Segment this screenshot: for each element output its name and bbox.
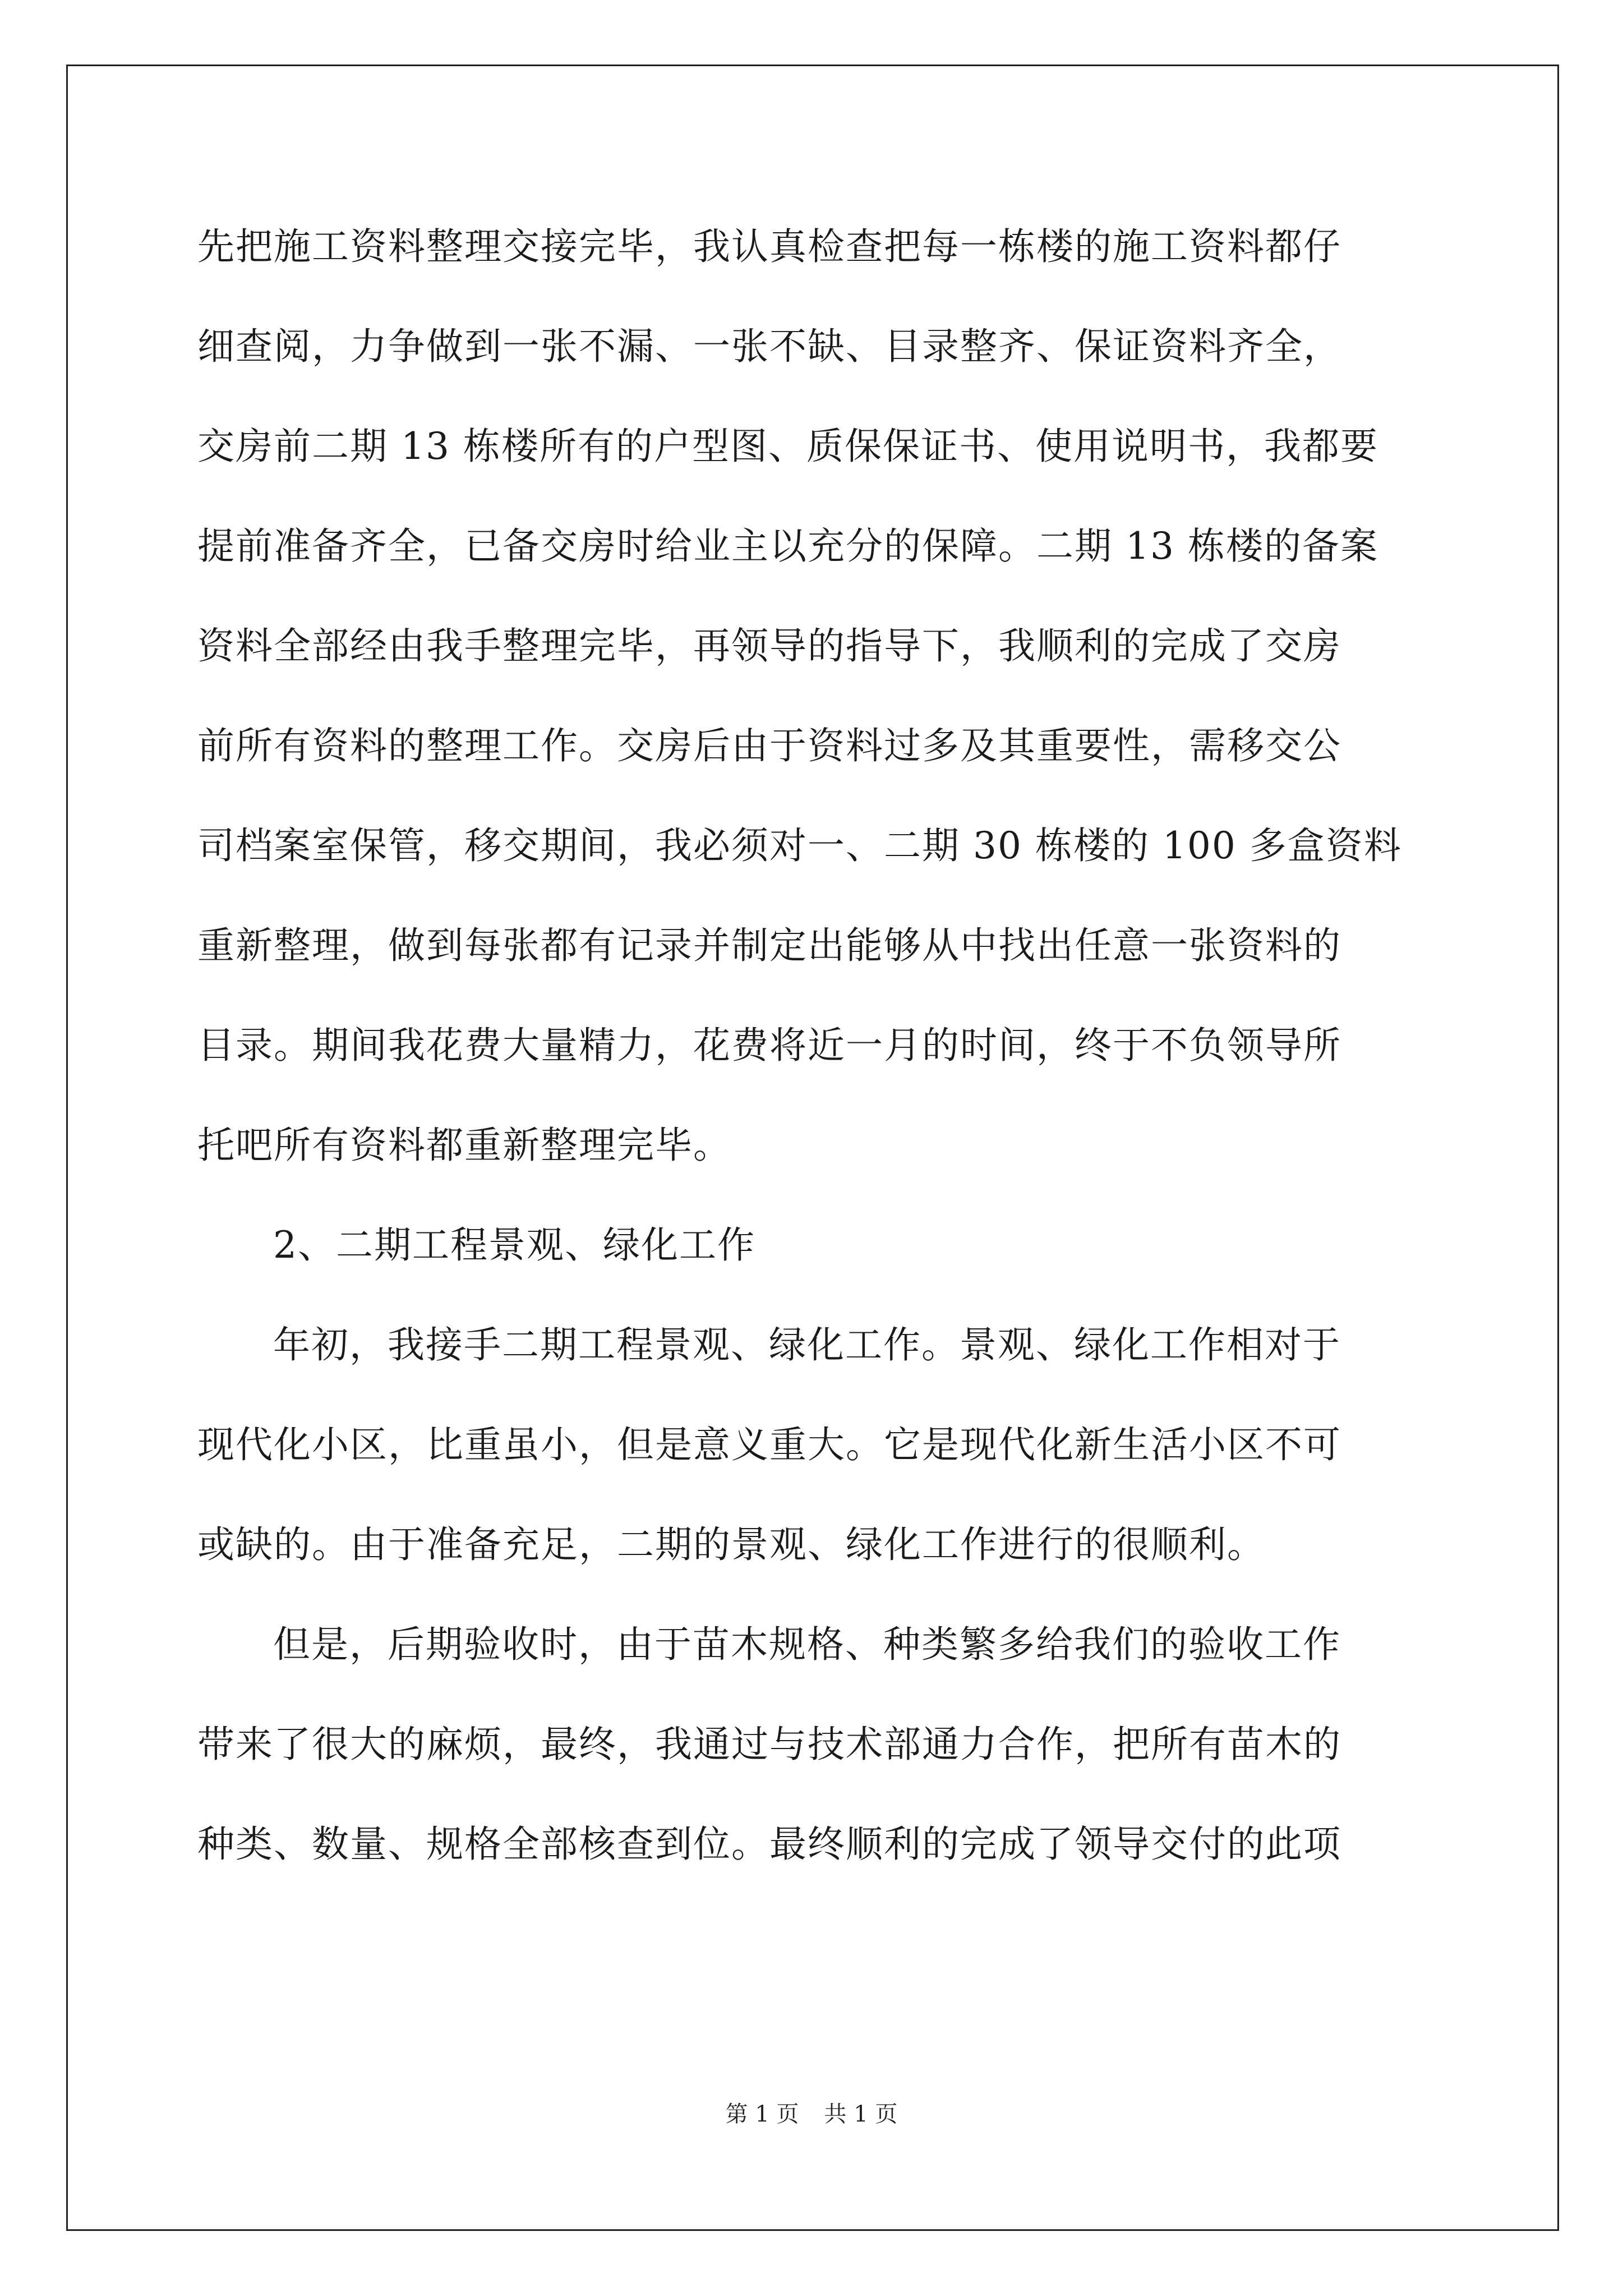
- text-line: 交房前二期 13 栋楼所有的户型图、质保保证书、使用说明书，我都要: [197, 425, 1378, 468]
- text-line: 或缺的。由于准备充足，二期的景观、绿化工作进行的很顺利。: [197, 1523, 1265, 1566]
- paragraph-first-line: 年初，我接手二期工程景观、绿化工作。景观、绿化工作相对于: [273, 1323, 1341, 1366]
- document-body: [197, 219, 1431, 1916]
- page-number: 第 1 页: [725, 2101, 799, 2127]
- text-line: 托吧所有资料都重新整理完毕。: [197, 1124, 731, 1167]
- page-footer: [0, 2100, 1623, 2128]
- text-line: 资料全部经由我手整理完毕，再领导的指导下，我顺利的完成了交房: [197, 624, 1341, 668]
- text-line: 目录。期间我花费大量精力，花费将近一月的时间，终于不负领导所: [197, 1024, 1341, 1067]
- text-line: 种类、数量、规格全部核查到位。最终顺利的完成了领导交付的此项: [197, 1823, 1341, 1866]
- text-line: 先把施工资料整理交接完毕，我认真检查把每一栋楼的施工资料都仔: [197, 225, 1341, 268]
- paragraph-first-line: 但是，后期验收时，由于苗木规格、种类繁多给我们的验收工作: [273, 1623, 1341, 1666]
- section-heading: 2、二期工程景观、绿化工作: [273, 1223, 755, 1267]
- text-line: 司档案室保管，移交期间，我必须对一、二期 30 栋楼的 100 多盒资料: [197, 824, 1402, 867]
- text-line: 重新整理，做到每张都有记录并制定出能够从中找出任意一张资料的: [197, 924, 1341, 967]
- text-line: 细查阅，力争做到一张不漏、一张不缺、目录整齐、保证资料齐全，: [197, 325, 1341, 368]
- text-line: 现代化小区，比重虽小，但是意义重大。它是现代化新生活小区不可: [197, 1423, 1341, 1466]
- text-line: 带来了很大的麻烦，最终，我通过与技术部通力合作，把所有苗木的: [197, 1723, 1341, 1766]
- text-line: 提前准备齐全，已备交房时给业主以充分的保障。二期 13 栋楼的备案: [197, 524, 1378, 568]
- text-line: 前所有资料的整理工作。交房后由于资料过多及其重要性，需移交公: [197, 724, 1341, 767]
- page-total: 共 1 页: [824, 2101, 898, 2127]
